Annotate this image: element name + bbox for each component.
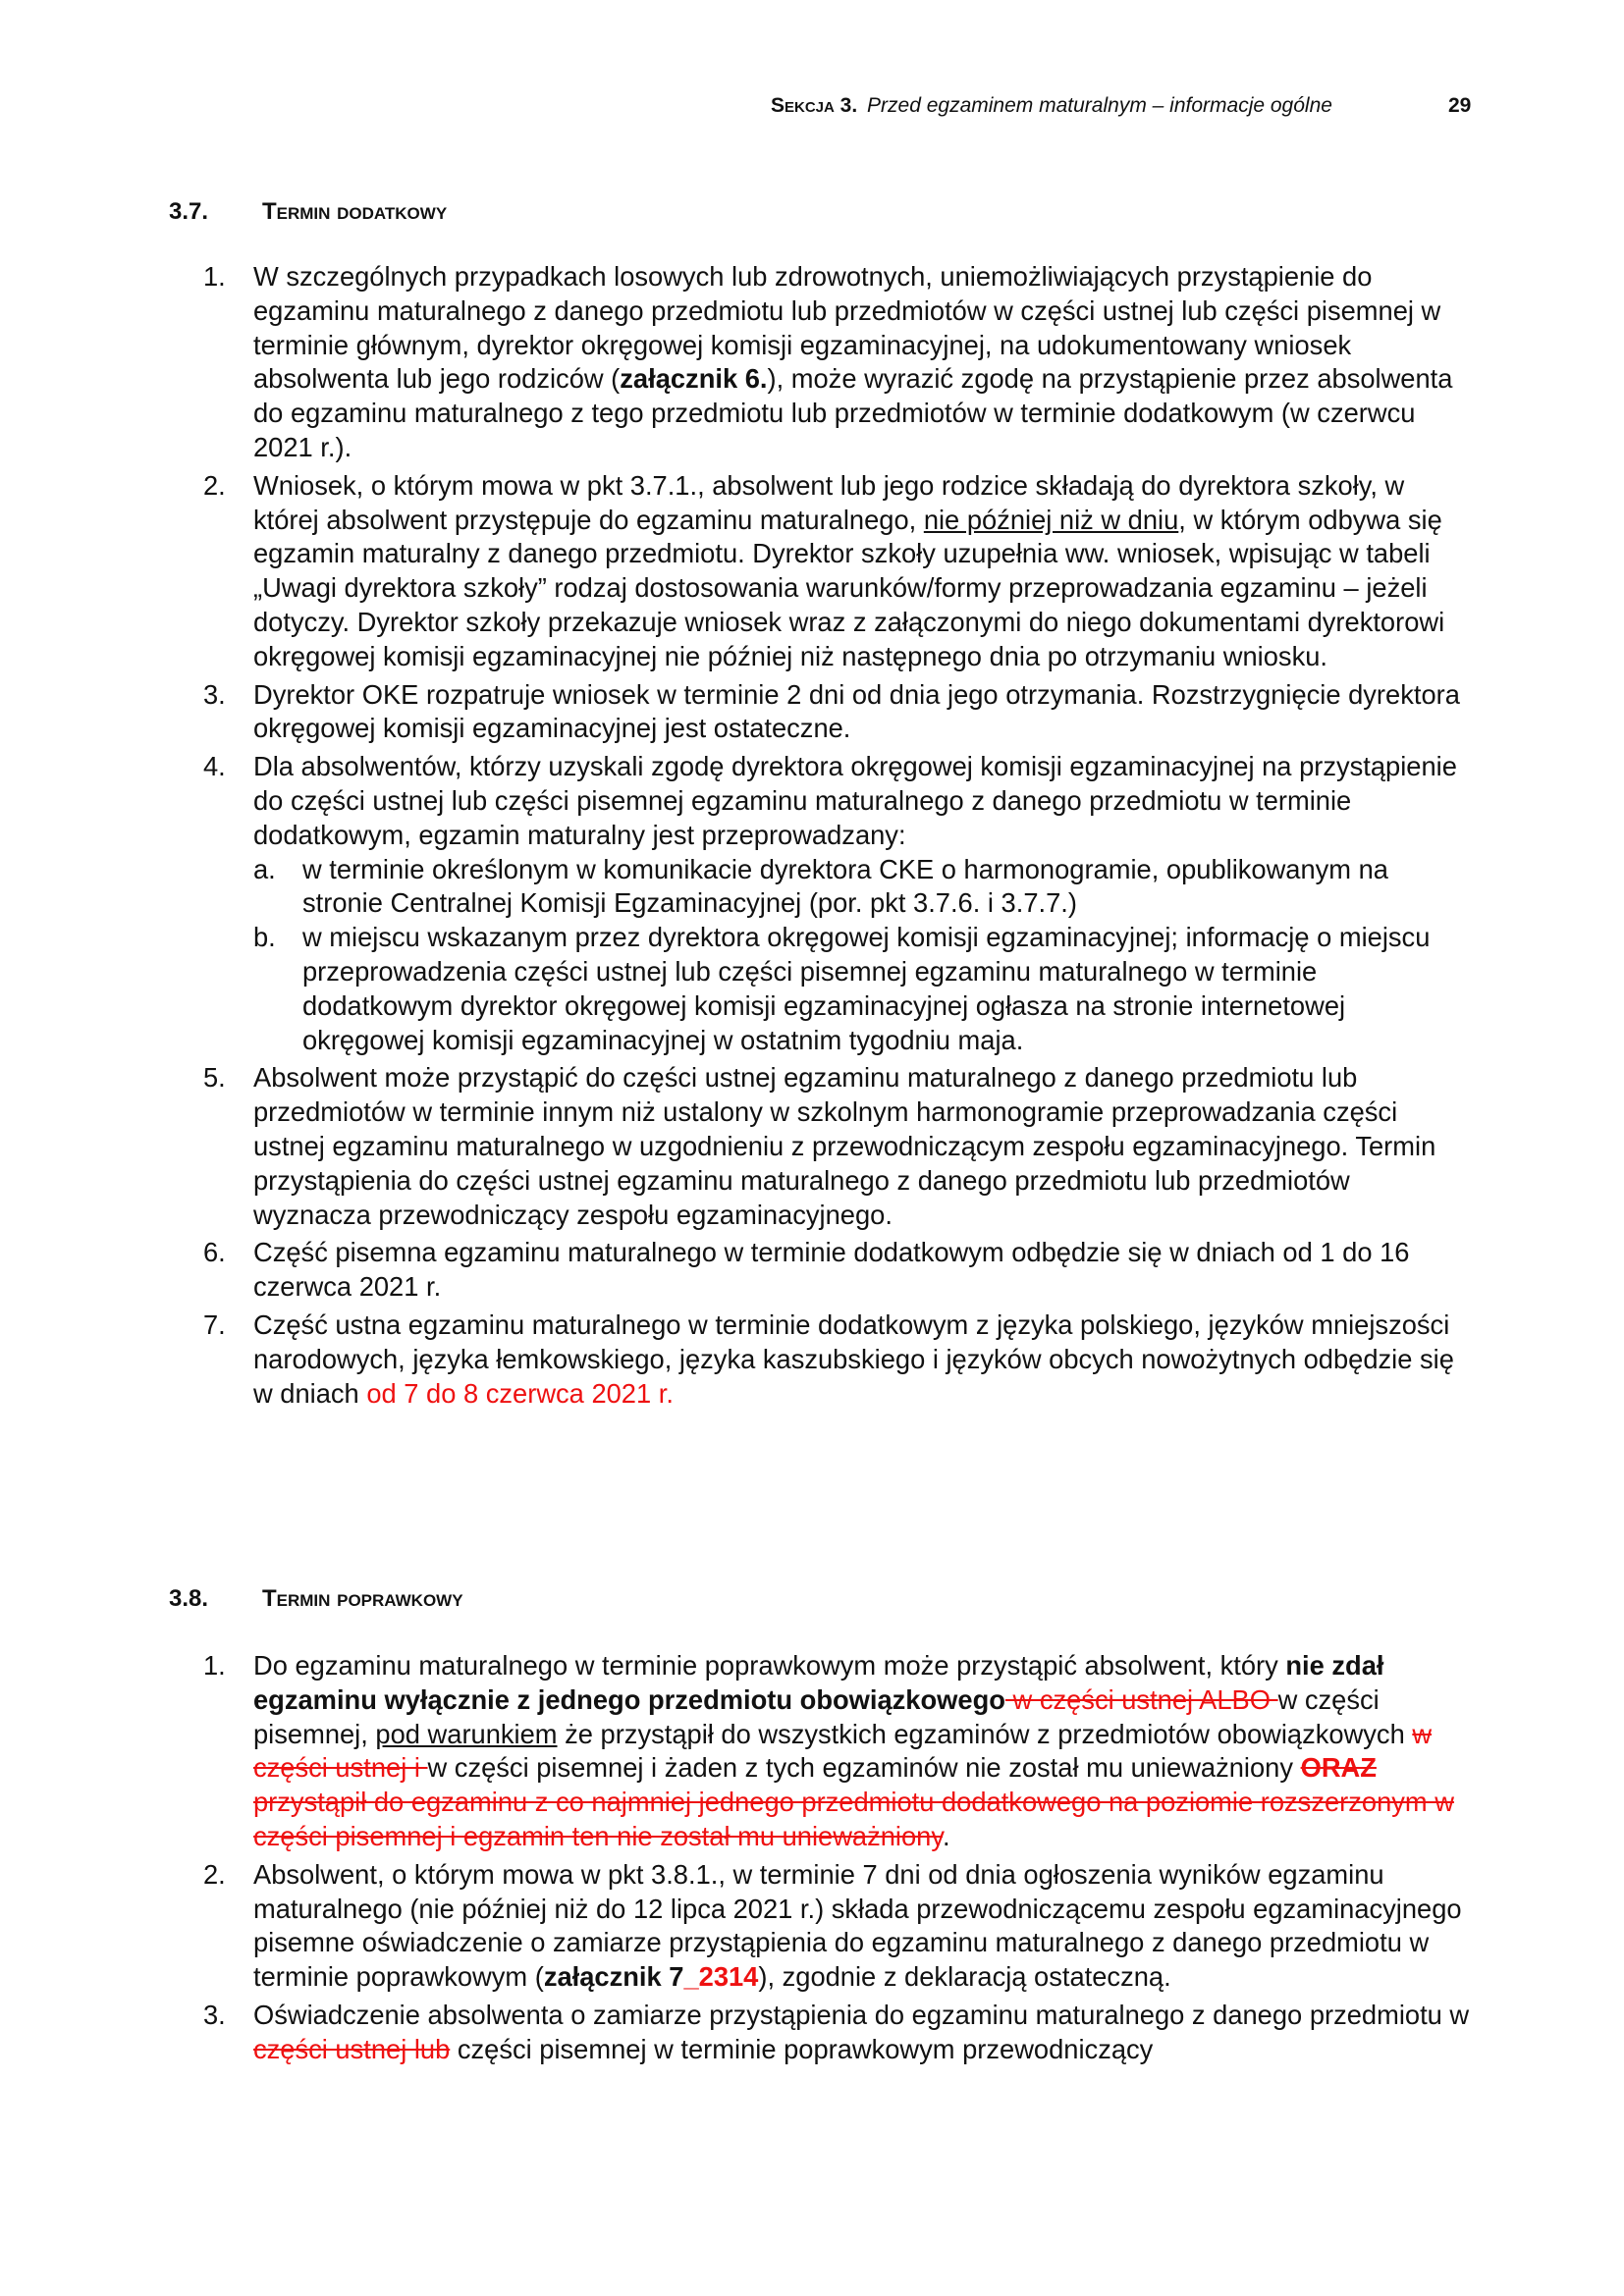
item-text: Część ustna egzaminu maturalnego w terminie dodatkowym z języka polskiego, języków mniejszości narodowych, języka łemkowskiego, języka kaszubskiego i języków obcych nowożytnych odbędzie się w dniach [253, 1308, 1454, 1409]
item-text: Dyrektor OKE rozpatruje wniosek w terminie 2 dni od dnia jego otrzymania. Rozstrzygnięcie dyrektora okręgowej komisji egzaminacyjnej jest ostateczne. [253, 678, 1460, 744]
item-text: w części pisemnej, [253, 1683, 1380, 1749]
item-text: ), może wyrazić zgodę na przystąpienie przez absolwenta do egzaminu maturalnego z tego przedmiotu lub przedmiotów w terminie dodatkowym (w czerwcu 2021 r.). [253, 363, 1453, 462]
item-text: . [942, 1820, 950, 1851]
inserted-date-text: od 7 do 8 czerwca 2021 r. [366, 1377, 674, 1409]
list-marker: 4. [203, 751, 226, 782]
list-marker: 7. [203, 1308, 226, 1340]
page-number: 29 [1448, 94, 1472, 117]
sub-list [253, 853, 1471, 1058]
section-label: Sekcja 3. [771, 94, 858, 117]
item-text: W szczególnych przypadkach losowych lub zdrowotnych, uniemożliwiających przystąpienie do egzaminu maturalnego z danego przedmiotu lub przedmiotów w części ustnej lub części pisemnej w terminie głównym, dyrektor okręgowej komisji egzaminacyjnej, na udokumentowany wniosek absolwenta lub jego rodziców ( [253, 261, 1441, 395]
section-title: Przed egzaminem maturalnym – informacje ogólne [867, 94, 1332, 117]
item-text: Dla absolwentów, którzy uzyskali zgodę dyrektora okręgowej komisji egzaminacyjnej na przystąpienie do części ustnej lub części pisemnej egzaminu maturalnego z danego przedmiotu w terminie dodatkowym, egzamin maturalny jest przeprowadzany: [253, 751, 1457, 850]
item-text: że przystąpił do wszystkich egzaminów z przedmiotów obowiązkowych [557, 1718, 1413, 1749]
list-marker: 2. [203, 1858, 226, 1890]
deleted-text: w części ustnej ALBO [1004, 1683, 1278, 1715]
list-item [0, 750, 1471, 1057]
list-item [0, 1061, 1471, 1232]
list-item [0, 1999, 1471, 2067]
list-marker: 6. [203, 1237, 226, 1268]
list-marker: 1. [203, 261, 226, 292]
item-text: w miejscu wskazanym przez dyrektora okręgowej komisji egzaminacyjnej; informację o miejscu przeprowadzenia części ustnej lub części pisemnej egzaminu maturalnego w terminie dodatkowym dyrektor okręgowej komisji egzaminacyjnej ogłasza na stronie internetowej okręgowej komisji egzaminacyjnej w ostatnim tygodniu maja. [302, 922, 1431, 1055]
list-marker: 3. [203, 678, 226, 710]
section-title: Termin dodatkowy [262, 198, 448, 225]
item-text: , w którym odbywa się egzamin maturalny z danego przedmiotu. Dyrektor szkoły uzupełnia ww. wniosek, wpisując w tabeli „Uwagi dyrektora szkoły” rodzaj dostosowania warunków/formy przeprowadzania egzaminu – jeżeli dotyczy. Dyrektor szkoły przekazuje wniosek wraz z załączonymi do niego dokumentami dyrektorowi okręgowej komisji egzaminacyjnej nie później niż następnego dnia po otrzymaniu wniosku. [253, 504, 1445, 671]
list-item [0, 260, 1471, 465]
underlined-text: nie później niż w dniu [923, 504, 1179, 535]
item-text: Wniosek, o którym mowa w pkt 3.7.1., absolwent lub jego rodzice składają do dyrektora szkoły, w której absolwent przystępuje do egzaminu maturalnego, [253, 469, 1405, 535]
attachment-reference: załącznik 7 [543, 1961, 684, 1993]
list-item [0, 1308, 1471, 1411]
list-item [0, 1649, 1471, 1854]
section-3-8-list [0, 1649, 1624, 2071]
list-item [0, 469, 1471, 674]
item-text: Absolwent, o którym mowa w pkt 3.8.1., w terminie 7 dni od dnia ogłoszenia wyników egzaminu maturalnego (nie później niż do 12 lipca 2021 r.) składa przewodniczącemu zespołu egzaminacyjnego pisemne oświadczenie o zamiarze przystąpienia do egzaminu maturalnego z danego przedmiotu w terminie poprawkowym ( [253, 1858, 1462, 1993]
item-text: części pisemnej w terminie poprawkowym przewodniczący [450, 2033, 1154, 2064]
list-marker: b. [253, 922, 276, 953]
section-title: Termin poprawkowy [262, 1585, 463, 1612]
item-text: Absolwent może przystąpić do części ustnej egzaminu maturalnego z danego przedmiotu lub przedmiotów w terminie innym niż ustalony w szkolnym harmonogramie przeprowadzania części ustnej egzaminu maturalnego w uzgodnieniu z przewodniczącym zespołu egzaminacyjnego. Termin przystąpienia do części ustnej egzaminu maturalnego z danego przedmiotu lub przedmiotów wyznacza przewodniczący zespołu egzaminacyjnego. [253, 1062, 1436, 1230]
deleted-text: części ustnej lub [253, 2033, 451, 2064]
list-item [0, 1858, 1471, 1995]
list-marker: 3. [203, 1999, 226, 2030]
item-text: ), zgodnie z deklaracją ostateczną. [758, 1961, 1171, 1993]
item-text: Do egzaminu maturalnego w terminie poprawkowym może przystąpić absolwent, który [253, 1650, 1286, 1681]
running-header [0, 94, 1624, 124]
attachment-reference: załącznik 6. [620, 363, 768, 395]
list-item [0, 1236, 1471, 1305]
sub-list-item [253, 853, 1471, 922]
deleted-text: przystąpił do egzaminu z co najmniej jednego przedmiotu dodatkowego na poziomie rozszerzonym w części pisemnej i egzamin ten nie został mu unieważniony [253, 1787, 1454, 1851]
deleted-bold-text: ORAZ [1300, 1752, 1377, 1784]
running-header-section [771, 94, 1332, 118]
list-marker: 2. [203, 469, 226, 501]
section-number: 3.7. [169, 198, 209, 225]
item-text: Część pisemna egzaminu maturalnego w terminie dodatkowym odbędzie się w dniach od 1 do 16 czerwca 2021 r. [253, 1237, 1410, 1303]
list-marker: 5. [203, 1062, 226, 1094]
item-text: Oświadczenie absolwenta o zamiarze przystąpienia do egzaminu maturalnego z danego przedmiotu w [253, 1999, 1470, 2030]
list-marker: a. [253, 853, 276, 884]
list-item [0, 678, 1471, 747]
section-3-7-list [0, 260, 1624, 1415]
underlined-text: pod warunkiem [375, 1718, 558, 1749]
inserted-text: _2314 [683, 1961, 759, 1993]
section-number: 3.8. [169, 1585, 209, 1612]
sub-list-item [253, 921, 1471, 1057]
item-text: w części pisemnej i żaden z tych egzaminów nie został mu unieważniony [427, 1752, 1301, 1784]
bold-text: nie zdał egzaminu wyłącznie z jednego przedmiotu obowiązkowego [253, 1650, 1384, 1715]
list-marker: 1. [203, 1650, 226, 1681]
item-text: w terminie określonym w komunikacie dyrektora CKE o harmonogramie, opublikowanym na stronie Centralnej Komisji Egzaminacyjnej (por. pkt 3.7.6. i 3.7.7.) [302, 853, 1388, 919]
deleted-text: w części ustnej i [253, 1718, 1433, 1784]
